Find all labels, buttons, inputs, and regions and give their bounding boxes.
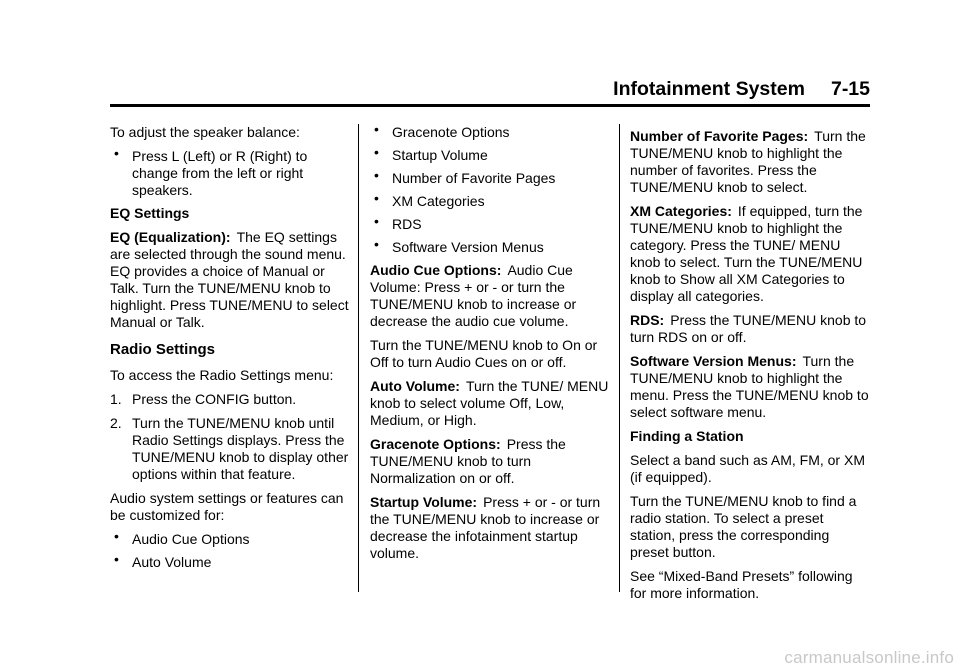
bullet-icon: • xyxy=(114,145,119,161)
rds-paragraph: RDS: Press the TUNE/MENU knob to turn RDS on or off. xyxy=(630,312,867,345)
finding-station-p2: Turn the TUNE/MENU knob to find a radio station. To select a preset station, press the corresponding preset button. xyxy=(630,493,857,560)
bullet-icon: • xyxy=(374,167,379,183)
audio-cue-paragraph-2: Turn the TUNE/MENU knob to On or Off to turn Audio Cues on or off. xyxy=(370,337,598,370)
customize-bullets xyxy=(110,528,350,571)
radio-steps xyxy=(110,391,350,483)
list-item: • Number of Favorite Pages xyxy=(374,167,556,186)
watermark-text: carmanualsonline.info xyxy=(784,648,954,667)
bullet-icon: • xyxy=(114,551,119,567)
customize-bullets-continued xyxy=(370,121,610,256)
list-item: • Audio Cue Options xyxy=(114,528,250,547)
bullet-icon: • xyxy=(374,213,379,229)
gracenote-paragraph: Gracenote Options: Press the TUNE/MENU knob to turn Normalization on or off. xyxy=(370,436,566,486)
bullet-icon: • xyxy=(374,121,379,137)
column-divider-2 xyxy=(619,124,620,592)
bullet-icon: • xyxy=(374,236,379,252)
list-item: • Auto Volume xyxy=(114,551,212,570)
column-divider-1 xyxy=(358,124,359,592)
page-header xyxy=(110,78,870,101)
list-item: • XM Categories xyxy=(374,190,485,209)
list-item: 2. Turn the TUNE/MENU knob until Radio Settings displays. Press the TUNE/MENU knob to display other options within that feature. xyxy=(110,415,349,482)
eq-settings-heading: EQ Settings xyxy=(110,205,190,221)
list-item: • Gracenote Options xyxy=(374,121,510,140)
software-version-paragraph: Software Version Menus: Turn the TUNE/MENU knob to highlight the menu. Press the TUNE/MENU knob to select software menu. xyxy=(630,353,869,420)
column-1 xyxy=(110,124,350,577)
finding-station-heading: Finding a Station xyxy=(630,428,744,444)
eq-paragraph: EQ (Equalization): The EQ settings are selected through the sound menu. EQ provides a choice of Manual or Talk. Turn the TUNE/MENU knob to highlight. Press TUNE/MENU to select Manual or Talk. xyxy=(110,229,349,330)
finding-station-p1: Select a band such as AM, FM, or XM (if equipped). xyxy=(630,452,865,485)
speaker-bullets xyxy=(110,145,350,199)
section-title: Infotainment System xyxy=(613,78,805,100)
speaker-balance-intro: To adjust the speaker balance: xyxy=(110,124,300,140)
column-2 xyxy=(370,121,610,569)
column-3 xyxy=(630,128,870,609)
bullet-icon: • xyxy=(374,190,379,206)
list-item: • Press L (Left) or R (Right) to change from the left or right speakers. xyxy=(114,145,308,198)
bullet-icon: • xyxy=(114,528,119,544)
list-item: • Software Version Menus xyxy=(374,236,544,255)
finding-station-p3: See “Mixed-Band Presets” following for more information. xyxy=(630,568,853,601)
auto-volume-paragraph: Auto Volume: Turn the TUNE/ MENU knob to select volume Off, Low, Medium, or High. xyxy=(370,378,609,428)
xm-categories-paragraph: XM Categories: If equipped, turn the TUNE/MENU knob to highlight the category. Press the TUNE/ MENU knob to select. Turn the TUNE/MENU knob to Show all XM Categories to display all categories. xyxy=(630,203,863,304)
audio-cue-paragraph: Audio Cue Options: Audio Cue Volume: Press + or - or turn the TUNE/MENU knob to increase or decrease the audio cue volume. xyxy=(370,262,577,329)
customize-text: Audio system settings or features can be customized for: xyxy=(110,490,344,523)
list-item: 1. Press the CONFIG button. xyxy=(110,391,297,407)
list-item: • RDS xyxy=(374,213,422,232)
header-rule xyxy=(110,104,870,107)
bullet-icon: • xyxy=(374,144,379,160)
favorite-pages-paragraph: Number of Favorite Pages: Turn the TUNE/MENU knob to highlight the number of favorites. Press the TUNE/MENU knob to select. xyxy=(630,128,866,195)
startup-volume-paragraph: Startup Volume: Press + or - or turn the TUNE/MENU knob to increase or decrease the infotainment startup volume. xyxy=(370,494,601,561)
radio-settings-heading: Radio Settings xyxy=(110,341,216,358)
radio-settings-intro: To access the Radio Settings menu: xyxy=(110,367,334,383)
list-item: • Startup Volume xyxy=(374,144,488,163)
page-number: 7-15 xyxy=(830,78,870,100)
